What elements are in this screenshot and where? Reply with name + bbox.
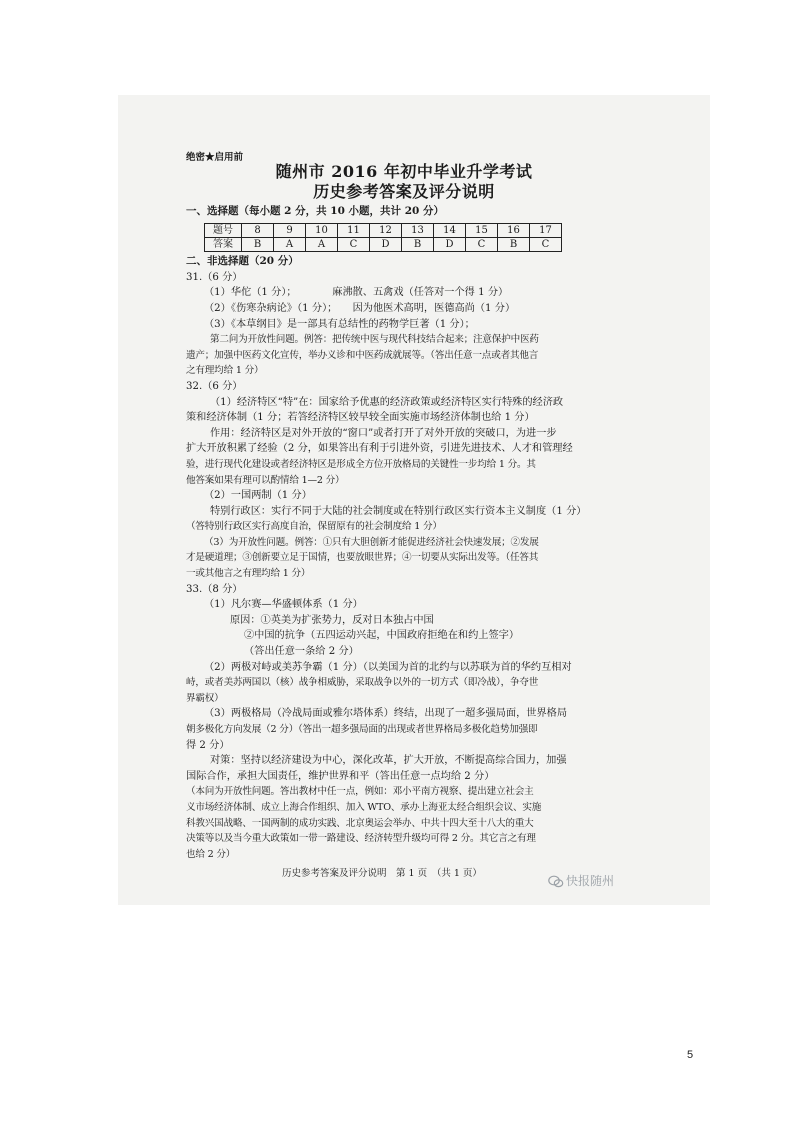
answer-line: 遗产；加强中医药文化宣传，举办义诊和中医药成就展等。（答出任意一点或者其他言 <box>186 349 539 361</box>
answer-line: 第二问为开放性问题。例答：把传统中医与现代科技结合起来；注意保护中医药 <box>210 334 539 346</box>
question-number: 16 <box>498 224 530 238</box>
section2-body <box>186 270 622 863</box>
answer-line: 32.（6 分） <box>186 380 243 392</box>
wechat-icon <box>548 875 564 888</box>
answer-line: （1）经济特区“特”在：国家给予优惠的经济政策或经济特区实行特殊的经济政 <box>210 396 564 408</box>
answer-cell: C <box>466 238 498 252</box>
exam-title: 随州市 2016 年初中毕业升学考试 <box>275 161 533 181</box>
answer-line: 对策：坚持以经济建设为中心，深化改革，扩大开放，不断提高综合国力，加强 <box>210 755 567 767</box>
answer-cell: D <box>370 238 402 252</box>
watermark <box>548 872 614 889</box>
answer-line: 验，进行现代化建设或者经济特区是形成全方位开放格局的关键性一步均给 1 分。其 <box>186 458 536 470</box>
answer-line: 一或其他言之有理均给 1 分） <box>186 568 311 580</box>
answer-line: 原因：①英美为扩张势力，反对日本独占中国 <box>230 614 434 626</box>
question-number: 12 <box>370 224 402 238</box>
answer-line: 科教兴国战略、一国两制的成功实践、北京奥运会举办、中共十四大至十八大的重大 <box>186 817 534 829</box>
secret-label: 绝密★启用前 <box>186 152 244 163</box>
answer-row-label: 答案 <box>205 238 242 252</box>
question-row-label: 题号 <box>205 224 242 238</box>
answer-line: 扩大开放积累了经验（2 分，如果答出有利于引进外资，引进先进技术、人才和管理经 <box>186 443 573 455</box>
answer-line: 他答案如果有理可以酌情给 1—2 分） <box>186 474 345 486</box>
answer-row <box>205 238 562 252</box>
answer-line: （3）两极格局（冷战局面或雅尔塔体系）终结，出现了一超多强局面，世界格局 <box>204 708 568 720</box>
answer-line: 峙，或者美苏两国以（核）战争相威胁，采取战争以外的一切方式（即冷战），争夺世 <box>186 677 539 689</box>
answer-line: （本问为开放性问题。答出教材中任一点，例如：邓小平南方视察、提出建立社会主 <box>186 786 534 798</box>
answer-line: 义市场经济体制、成立上海合作组织、加入 WTO、承办上海亚太经合组织会议、实施 <box>186 801 542 813</box>
question-row <box>205 224 562 238</box>
answer-line: 策和经济体制（1 分；若答经济特区较早较全面实施市场经济体制也给 1 分） <box>186 412 535 424</box>
answer-line: （2）两极对峙或美苏争霸（1 分）（以美国为首的北约与以苏联为首的华约互相对 <box>204 661 572 673</box>
answer-cell: B <box>498 238 530 252</box>
question-number: 9 <box>274 224 306 238</box>
answer-cell: A <box>274 238 306 252</box>
answer-line: 之有理均给 1 分） <box>186 365 264 377</box>
question-number: 14 <box>434 224 466 238</box>
question-number: 17 <box>530 224 562 238</box>
answer-line: 31.（6 分） <box>186 271 243 283</box>
answer-line: （3）《本草纲目》是一部具有总结性的药物学巨著（1 分）； <box>204 318 475 330</box>
answer-line: （答特别行政区实行高度自治，保留原有的社会制度给 1 分） <box>186 521 442 533</box>
answer-line: 得 2 分） <box>186 739 230 751</box>
answer-cell: A <box>306 238 338 252</box>
answer-line: （2）《伤寒杂病论》（1 分）； 因为他医术高明，医德高尚（1 分） <box>204 302 516 314</box>
answer-line: 国际合作，承担大国责任，维护世界和平（答出任意一点均给 2 分） <box>186 770 495 782</box>
answer-line: （1）凡尔赛—华盛顿体系（1 分） <box>204 599 363 611</box>
question-number: 15 <box>466 224 498 238</box>
answer-line: 特别行政区：实行不同于大陆的社会制度或在特别行政区实行资本主义制度（1 分） <box>210 505 587 517</box>
answer-cell: B <box>402 238 434 252</box>
answer-line: ②中国的抗争（五四运动兴起，中国政府拒绝在和约上签字） <box>244 630 520 642</box>
answer-line: 决策等以及当今重大政策如一带一路建设、经济转型升级均可得 2 分。其它言之有理 <box>186 833 536 845</box>
answer-cell: D <box>434 238 466 252</box>
answer-line: 界霸权） <box>186 692 224 704</box>
answer-line: （3）为开放性问题。例答：①只有大胆创新才能促进经济社会快速发展；②发展 <box>204 536 539 548</box>
page-footer: 历史参考答案及评分说明 第 1 页 （共 1 页） <box>282 868 482 879</box>
answer-line: （答出任意一条给 2 分） <box>244 646 359 658</box>
watermark-text: 快报随州 <box>566 874 615 888</box>
answer-document <box>186 150 622 862</box>
page-number: 5 <box>687 1049 694 1061</box>
answer-line: （1）华佗（1 分）； 麻沸散、五禽戏（任答对一个得 1 分） <box>204 287 509 299</box>
answer-cell: C <box>530 238 562 252</box>
question-number: 13 <box>402 224 434 238</box>
answer-cell: B <box>242 238 274 252</box>
answer-table <box>204 223 562 252</box>
answer-line: 作用：经济特区是对外开放的“窗口”或者打开了对外开放的突破口，为进一步 <box>210 427 557 439</box>
section1-heading: 一、选择题（每小题 2 分，共 10 小题，共计 20 分） <box>186 204 444 217</box>
answer-cell: C <box>338 238 370 252</box>
question-number: 10 <box>306 224 338 238</box>
answer-line: 也给 2 分） <box>186 848 236 860</box>
doc-subtitle: 历史参考答案及评分说明 <box>313 181 495 201</box>
answer-line: 33.（8 分） <box>186 583 243 595</box>
question-number: 8 <box>242 224 274 238</box>
answer-line: 才是硬道理；③创新要立足于国情，也要放眼世界；④一切要从实际出发等。（任答其 <box>186 552 539 564</box>
question-number: 11 <box>338 224 370 238</box>
answer-line: 朝多极化方向发展（2 分）（答出一超多强局面的出现或者世界格局多极化趋势加强即 <box>186 724 538 735</box>
answer-line: （2）一国两制（1 分） <box>204 490 312 502</box>
section2-heading: 二、非选择题（20 分） <box>186 255 299 268</box>
